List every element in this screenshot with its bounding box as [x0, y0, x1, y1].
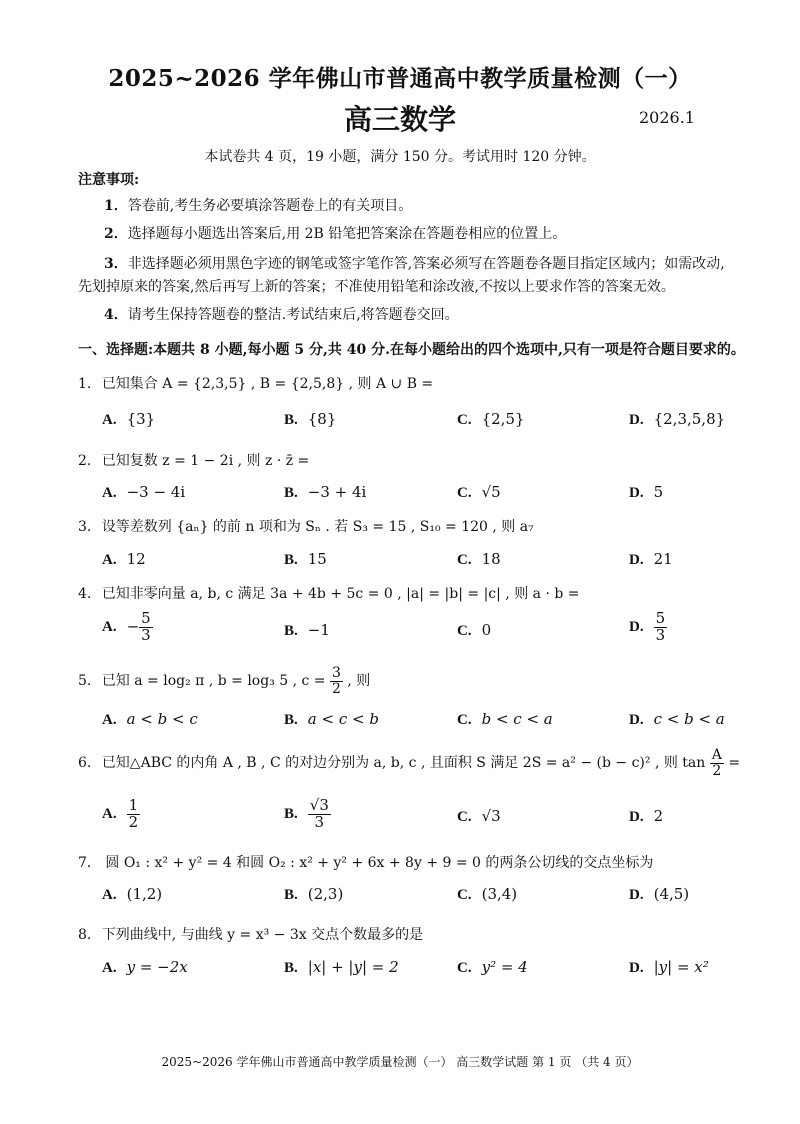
fraction: $\frac{√3}{3}$: [309, 796, 329, 831]
question-4: [78, 583, 580, 603]
question-8: [78, 924, 423, 944]
notice-item-text: 答卷前,考生务必要填涂答题卷上的有关项目。: [127, 198, 413, 214]
question-1: [78, 373, 433, 393]
question-stem: 下列曲线中, 与曲线 y = x³ − 3x 交点个数最多的是: [101, 927, 424, 943]
exam-date: 2026.1: [639, 108, 695, 127]
question-number: 4.: [78, 586, 92, 602]
option-c: C. √5: [457, 483, 501, 501]
option-c: C. y² = 4: [457, 958, 528, 976]
question-number: 2.: [78, 453, 92, 469]
option-b: B. $\frac{√3}{3}$: [284, 796, 329, 831]
fraction: $\frac{A}{2}$: [711, 747, 722, 779]
page-footer: 2025~2026 学年佛山市普通高中教学质量检测（一） 高三数学试题 第 1 页 （共 4 页）: [161, 1055, 639, 1069]
notice-item-number: 4．: [104, 307, 128, 323]
question-stem: 已知非零向量 a, b, c 满足 3a + 4b + 5c = 0 , |a| = |b| = |c| , 则 a · b =: [101, 586, 580, 602]
question-stem: 已知复数 z = 1 − 2i , 则 z · z̄ =: [101, 453, 310, 469]
notice-item-4: [104, 304, 459, 324]
fraction: $\frac{1}{2}$: [128, 796, 139, 831]
option-a: A. − $\frac{5}{3}$: [102, 609, 151, 644]
option-b: B. {8}: [284, 410, 337, 428]
option-d: D. $\frac{5}{3}$: [629, 609, 666, 644]
question-number: 3.: [78, 519, 92, 535]
option-a: A. −3 − 4i: [102, 483, 186, 501]
question-2: [78, 450, 309, 470]
fraction: $\frac{3}{2}$: [331, 665, 341, 697]
notice-item-text: 非选择题必须用黑色字迹的钢笔或签字笔作答,答案必须写在答题卷各题目指定区域内；如需改动,: [127, 256, 725, 272]
question-stem: 已知 a = log₂ π , b = log₃ 5 , c =: [101, 673, 326, 690]
option-d: D. (4,5): [629, 885, 690, 903]
notice-item-text: 请考生保持答题卷的整洁.考试结束后,将答题卷交回。: [127, 307, 459, 323]
notice-item-number: 2．: [104, 226, 128, 242]
option-b: B. a < c < b: [284, 710, 379, 728]
option-d: D. 5: [629, 483, 664, 501]
option-c: C. 0: [457, 621, 492, 639]
question-stem: 设等差数列 {aₙ} 的前 n 项和为 Sₙ . 若 S₃ = 15 , S₁₀ = 120 , 则 a₇: [101, 519, 534, 535]
notice-item-1: [104, 195, 412, 215]
question-stem: 圆 O₁ : x² + y² = 4 和圆 O₂ : x² + y² + 6x + 8y + 9 = 0 的两条公切线的交点坐标为: [105, 855, 654, 871]
option-d: D. 2: [629, 807, 664, 825]
question-7: [78, 852, 653, 872]
option-d: D. |y| = x²: [629, 958, 709, 976]
notice-item-3-continued: 先划掉原来的答案,然后再写上新的答案；不准使用铅笔和涂改液,不按以上要求作答的答案无效。: [78, 279, 675, 295]
notice-item-number: 1．: [104, 198, 128, 214]
option-b: B. −3 + 4i: [284, 483, 367, 501]
option-d: D. c < b < a: [629, 710, 725, 728]
question-6: 6. 已知△ABC 的内角 A , B , C 的对边分别为 a, b, c , 且面积 S 满足 2S = a² − (b − c)² , 则 tan $\frac{A}{2}$ =: [78, 747, 741, 779]
fraction: $\frac{5}{3}$: [141, 609, 151, 644]
option-a: A. (1,2): [102, 885, 163, 903]
option-d: D. 21: [629, 550, 673, 568]
question-number: 1.: [78, 376, 92, 392]
exam-subtitle: 高三数学: [343, 103, 456, 136]
option-c: C. √3: [457, 807, 501, 825]
exam-title: 2025~2026 学年佛山市普通高中教学质量检测（一）: [108, 65, 692, 92]
question-number: 5.: [78, 673, 92, 690]
option-c: C. {2,5}: [457, 410, 525, 428]
notice-heading: 注意事项:: [78, 172, 140, 188]
option-a: A. 12: [102, 550, 146, 568]
option-a: A. $\frac{1}{2}$: [102, 796, 139, 831]
section-heading: 一、选择题:本题共 8 小题,每小题 5 分,共 40 分.在每小题给出的四个选项中,只有一项是符合题目要求的。: [78, 342, 745, 358]
question-number: 7．: [78, 855, 101, 871]
option-b: B. 15: [284, 550, 327, 568]
exam-info: 本试卷共 4 页，19 小题，满分 150 分。考试用时 120 分钟。: [204, 149, 596, 165]
option-c: C. 18: [457, 550, 501, 568]
question-stem: 已知集合 A = {2,3,5} , B = {2,5,8} , 则 A ∪ B =: [101, 376, 434, 392]
question-3: [78, 516, 534, 536]
option-a: A. {3}: [102, 410, 156, 428]
notice-item-number: 3．: [104, 256, 128, 272]
question-number: 8.: [78, 927, 92, 943]
option-b: B. (2,3): [284, 885, 344, 903]
fraction: $\frac{5}{3}$: [655, 609, 666, 644]
option-a: A. y = −2x: [102, 958, 188, 976]
option-a: A. a < b < c: [102, 710, 198, 728]
notice-item-text: 选择题每小题选出答案后,用 2B 铅笔把答案涂在答题卷相应的位置上。: [127, 226, 567, 242]
option-b: B. |x| + |y| = 2: [284, 958, 399, 976]
notice-item-3: [104, 253, 725, 273]
notice-item-2: [104, 223, 566, 243]
option-c: C. b < c < a: [457, 710, 553, 728]
option-c: C. (3,4): [457, 885, 518, 903]
question-number: 6.: [78, 755, 92, 772]
option-b: B. −1: [284, 621, 330, 639]
question-5: 5. 已知 a = log₂ π , b = log₃ 5 , c = $\frac{3}{2}$ , 则: [78, 665, 371, 697]
question-stem: 已知△ABC 的内角 A , B , C 的对边分别为 a, b, c , 且面积 S 满足 2S = a² − (b − c)² , 则 tan: [101, 755, 706, 772]
option-d: D. {2,3,5,8}: [629, 410, 726, 428]
